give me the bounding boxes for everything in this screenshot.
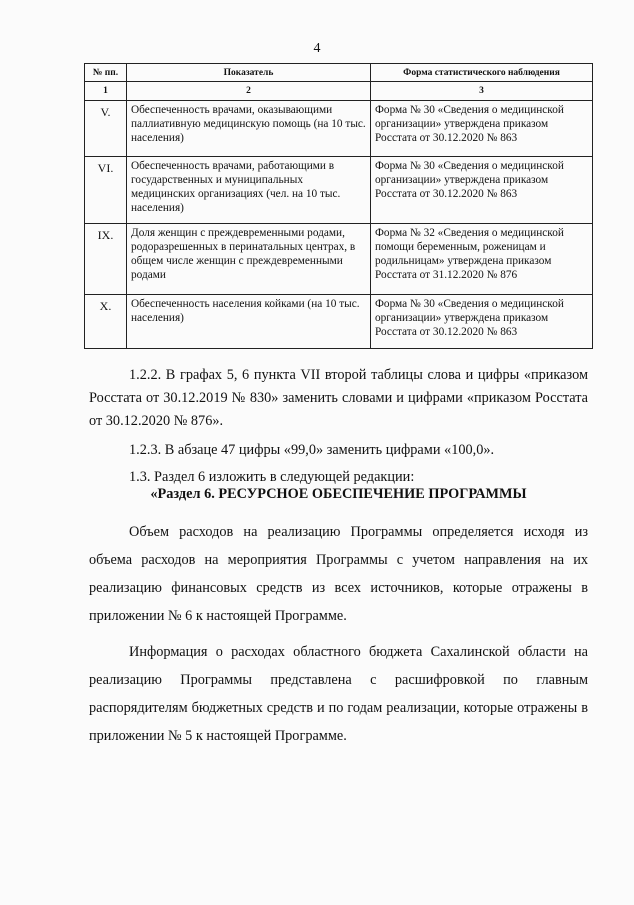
table-row: [85, 224, 593, 295]
paragraph-budget-info: Информация о расходах областного бюджета Сахалинской области на реализацию Программы представлена с расшифровкой по главным распорядителям бюджетных средств и по годам реализации, которые отражены в приложении № 5 к настоящей Программе.: [89, 644, 588, 744]
index-cell: 2: [127, 82, 371, 101]
paragraph-1-2-3: 1.2.3. В абзаце 47 цифры «99,0» заменить цифрами «100,0».: [129, 442, 495, 458]
amendments-block: [89, 364, 588, 489]
table-row: [85, 157, 593, 224]
paragraph-expenses: Объем расходов на реализацию Программы определяется исходя из объема расходов на мероприятия Программы с учетом направления на их реализацию финансовых средств из всех источников, которые отражены в приложении № 6 к настоящей Программе.: [89, 524, 588, 624]
header-form: Форма статистического наблюдения: [371, 64, 593, 82]
row-indicator: Доля женщин с преждевременными родами, родоразрешенных в перинатальных центрах, в общем числе женщин с преждевременными родами: [127, 224, 371, 295]
table-index-row: [85, 82, 593, 101]
row-indicator: Обеспеченность населения койками (на 10 тыс. населения): [127, 295, 371, 349]
section-heading: «Раздел 6. РЕСУРСНОЕ ОБЕСПЕЧЕНИЕ ПРОГРАММЫ: [150, 486, 527, 502]
row-form: Форма № 30 «Сведения о медицинской организации» утверждена приказом Росстата от 30.12.2020 № 863: [371, 157, 593, 224]
row-number: IX.: [85, 224, 127, 295]
index-cell: 1: [85, 82, 127, 101]
row-indicator: Обеспеченность врачами, оказывающими паллиативную медицинскую помощь (на 10 тыс. населения): [127, 101, 371, 157]
row-form: Форма № 30 «Сведения о медицинской организации» утверждена приказом Росстата от 30.12.2020 № 863: [371, 101, 593, 157]
section-body: [89, 518, 588, 750]
paragraph-1-2-2: 1.2.2. В графах 5, 6 пункта VII второй таблицы слова и цифры «приказом Росстата от 30.12.2019 № 830» заменить словами и цифрами «приказом Росстата от 30.12.2020 № 876».: [89, 367, 588, 429]
row-number: X.: [85, 295, 127, 349]
index-cell: 3: [371, 82, 593, 101]
row-form: Форма № 32 «Сведения о медицинской помощи беременным, роженицам и родильницам» утверждена приказом Росстата от 31.12.2020 № 876: [371, 224, 593, 295]
row-form: Форма № 30 «Сведения о медицинской организации» утверждена приказом Росстата от 30.12.2020 № 863: [371, 295, 593, 349]
table-header-row: [85, 64, 593, 82]
header-indicator: Показатель: [127, 64, 371, 82]
table-row: [85, 295, 593, 349]
header-num: № пп.: [85, 64, 127, 82]
page-number: 4: [313, 41, 321, 56]
table-row: [85, 101, 593, 157]
paragraph-1-3: 1.3. Раздел 6 изложить в следующей редакции:: [129, 469, 415, 485]
row-indicator: Обеспеченность врачами, работающими в государственных и муниципальных медицинских организациях (чел. на 10 тыс. населения): [127, 157, 371, 224]
row-number: V.: [85, 101, 127, 157]
row-number: VI.: [85, 157, 127, 224]
statistics-table: [84, 63, 593, 349]
